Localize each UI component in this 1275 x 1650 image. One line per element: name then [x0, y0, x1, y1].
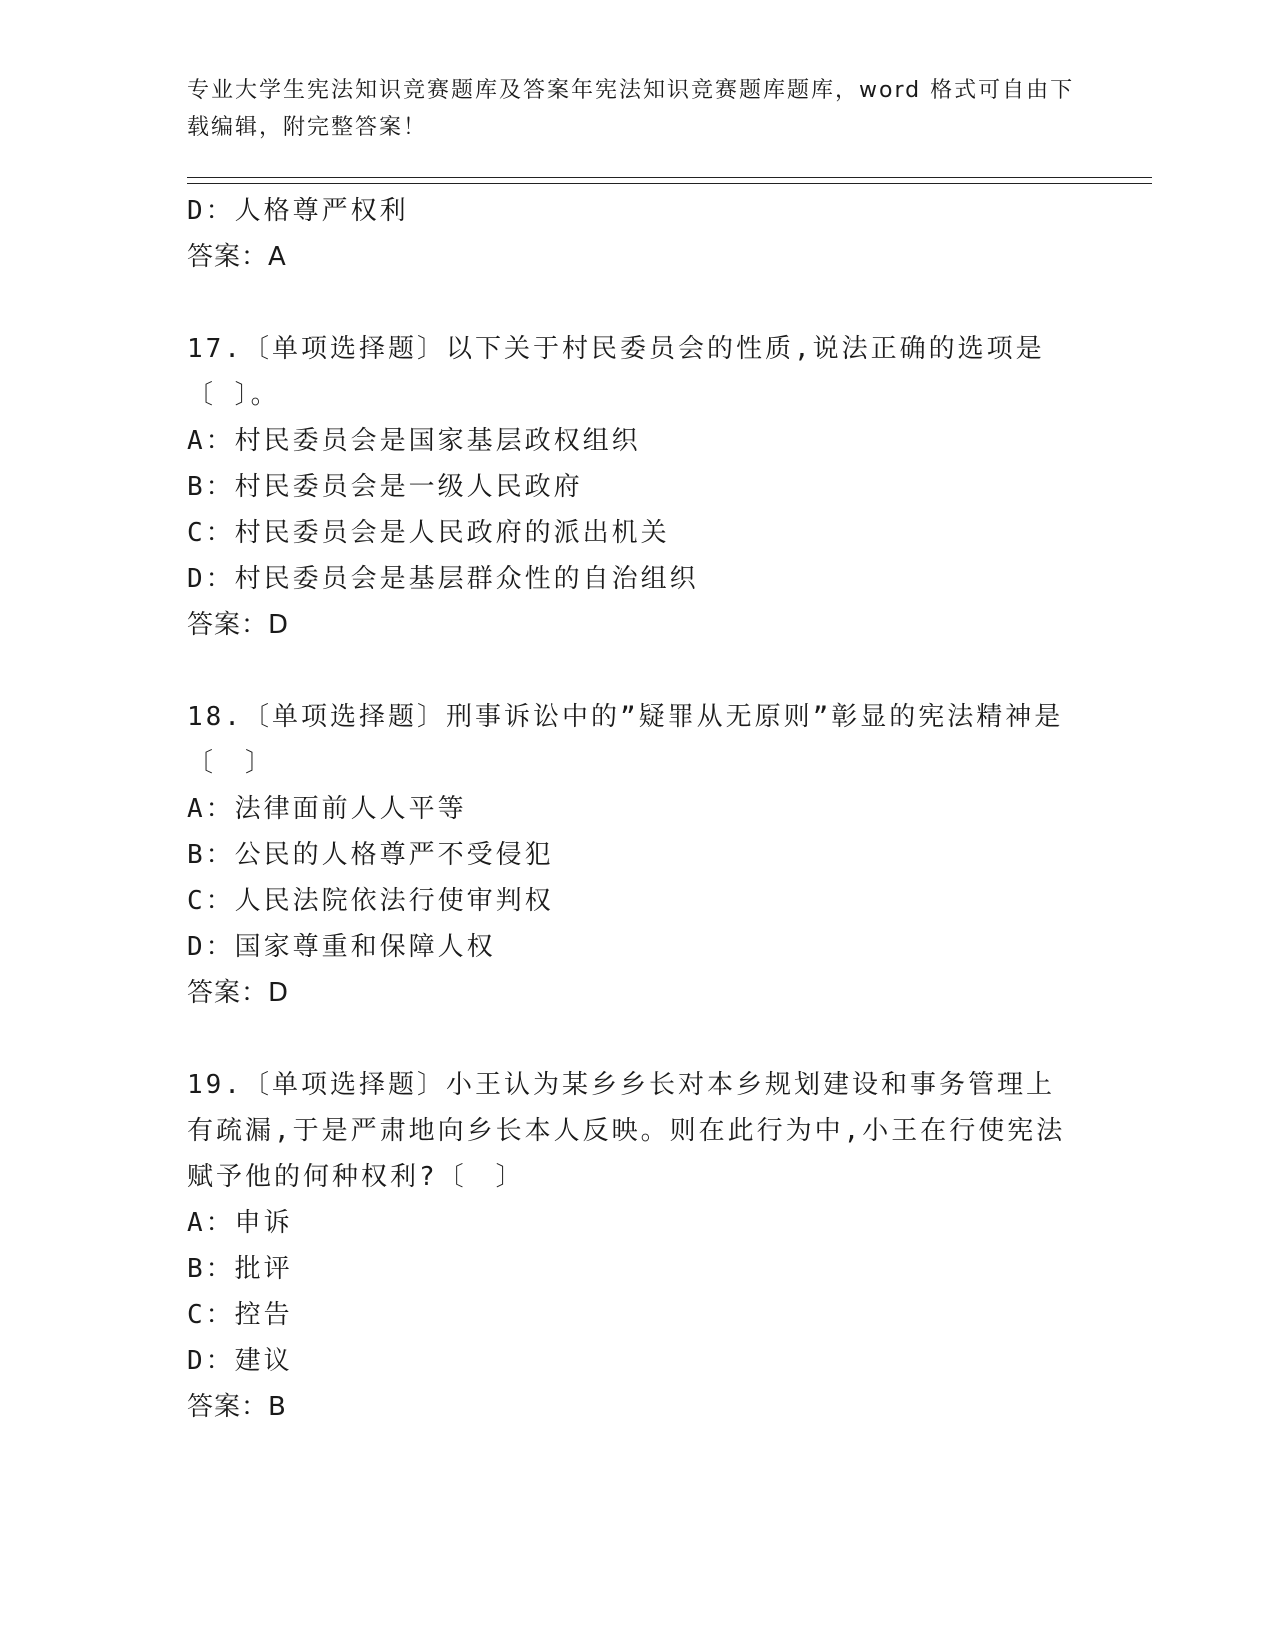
option-d: D：人格尊严权利 [187, 196, 409, 226]
header-rule-bottom [187, 183, 1152, 184]
answer-line: 答案：B [187, 1392, 287, 1422]
answer-line: 答案：D [187, 978, 290, 1008]
answer-line: 答案：A [187, 242, 287, 272]
question-18 [187, 694, 1087, 1016]
question-stem: 19.〔单项选择题〕小王认为某乡乡长对本乡规划建设和事务管理上有疏漏,于是严肃地向乡长本人反映。则在此行为中,小王在行使宪法赋予他的何种权利?〔 〕 [187, 1070, 1066, 1192]
option-a: A：申诉 [187, 1208, 293, 1238]
option-a: A：法律面前人人平等 [187, 794, 467, 824]
question-17 [187, 326, 1087, 648]
option-d: D：村民委员会是基层群众性的自治组织 [187, 564, 699, 594]
document-header: 专业大学生宪法知识竞赛题库及答案年宪法知识竞赛题库题库，word 格式可自由下载编辑，附完整答案！ [187, 78, 1075, 140]
question-stem: 18.〔单项选择题〕刑事诉讼中的”疑罪从无原则”彰显的宪法精神是〔 〕 [187, 702, 1064, 778]
option-a: A：村民委员会是国家基层政权组织 [187, 426, 641, 456]
answer-line: 答案：D [187, 610, 290, 640]
spacer [187, 1016, 1087, 1062]
option-b: B：公民的人格尊严不受侵犯 [187, 840, 554, 870]
question-stem: 17.〔单项选择题〕以下关于村民委员会的性质,说法正确的选项是〔 〕。 [187, 334, 1045, 410]
option-c: C：村民委员会是人民政府的派出机关 [187, 518, 670, 548]
option-b: B：批评 [187, 1254, 293, 1284]
option-c: C：控告 [187, 1300, 293, 1330]
header-rule-top [187, 177, 1152, 178]
spacer [187, 280, 1087, 326]
option-d: D：国家尊重和保障人权 [187, 932, 496, 962]
spacer [187, 648, 1087, 694]
question-19 [187, 1062, 1087, 1430]
document-body [187, 188, 1087, 1430]
option-c: C：人民法院依法行使审判权 [187, 886, 554, 916]
option-d: D：建议 [187, 1346, 293, 1376]
option-b: B：村民委员会是一级人民政府 [187, 472, 583, 502]
